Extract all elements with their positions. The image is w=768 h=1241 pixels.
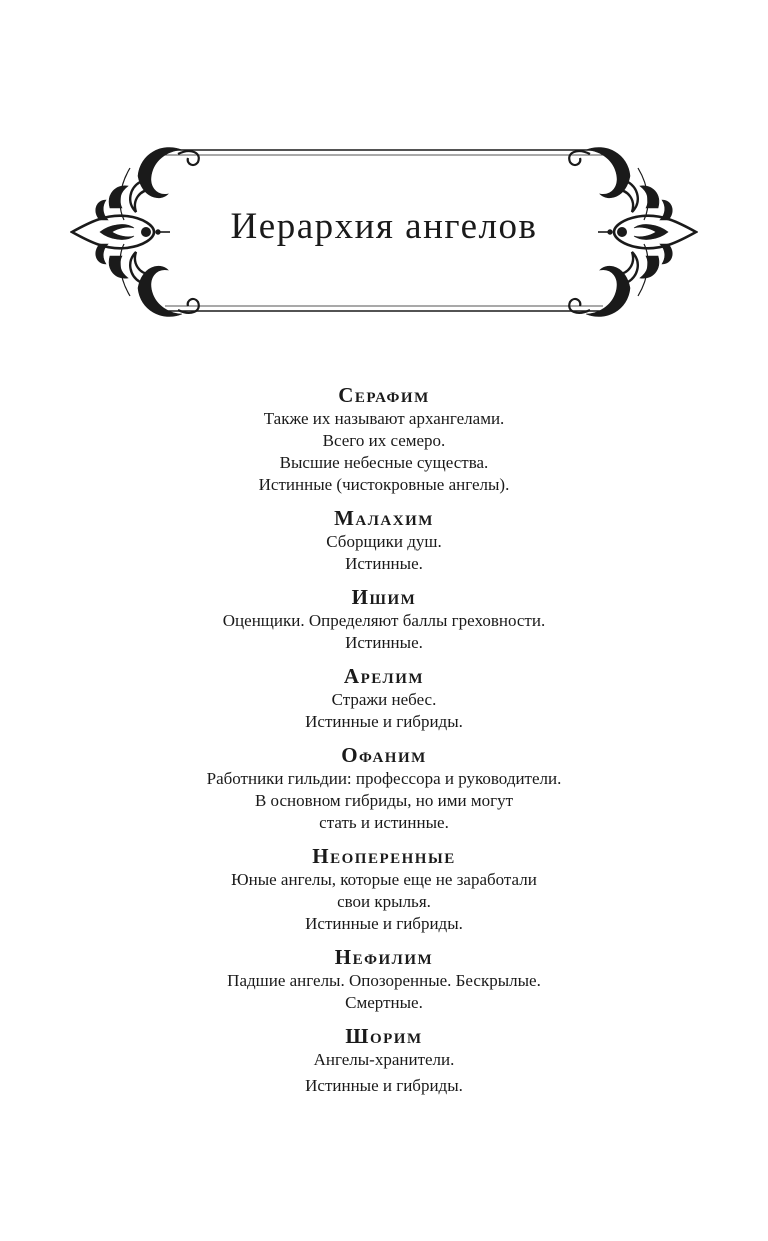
page-title: Иерархия ангелов: [230, 206, 538, 247]
entry-text: Истинные и гибриды.: [305, 914, 463, 933]
entry-heading: Шорим: [345, 1024, 423, 1048]
list-item: [0, 505, 768, 575]
entry-text: стать и истинные.: [319, 813, 449, 832]
entry-text: Всего их семеро.: [322, 431, 446, 450]
entry-text: Истинные и гибриды.: [305, 1076, 463, 1095]
entry-heading: Ишим: [351, 585, 417, 609]
entry-heading: Малахим: [334, 506, 434, 530]
entry-text: Падшие ангелы. Опозоренные. Бескрылые.: [227, 971, 541, 990]
entry-text: Стражи небес.: [331, 690, 437, 709]
list-item: [0, 1023, 768, 1097]
entry-text: Смертные.: [345, 993, 423, 1012]
entry-text: Истинные и гибриды.: [305, 712, 463, 731]
list-item: [0, 382, 768, 496]
list-item: [0, 663, 768, 733]
entry-text: Высшие небесные существа.: [279, 453, 489, 472]
entry-text: Сборщики душ.: [326, 532, 442, 551]
entry-heading: Нефилим: [334, 945, 434, 969]
entry-heading: Офаним: [341, 743, 427, 767]
entry-text: Также их называют архангелами.: [263, 409, 505, 428]
angel-hierarchy-list: [0, 382, 768, 1106]
entry-text: Юные ангелы, которые еще не заработали: [231, 870, 537, 889]
entry-heading: Серафим: [338, 383, 430, 407]
entry-heading: Неоперенные: [312, 844, 456, 868]
entry-text: Работники гильдии: профессора и руководители.: [206, 769, 562, 788]
entry-text: Оценщики. Определяют баллы греховности.: [222, 611, 546, 630]
entry-text: Ангелы-хранители.: [313, 1050, 455, 1069]
entry-text: Истинные.: [345, 633, 423, 652]
entry-text: В основном гибриды, но ими могут: [254, 791, 514, 810]
entry-text: свои крылья.: [337, 892, 431, 911]
list-item: [0, 742, 768, 834]
list-item: [0, 843, 768, 935]
entry-text: Истинные.: [345, 554, 423, 573]
entry-text: Истинные (чистокровные ангелы).: [258, 475, 510, 494]
list-item: [0, 944, 768, 1014]
entry-heading: Арелим: [343, 664, 425, 688]
list-item: [0, 584, 768, 654]
